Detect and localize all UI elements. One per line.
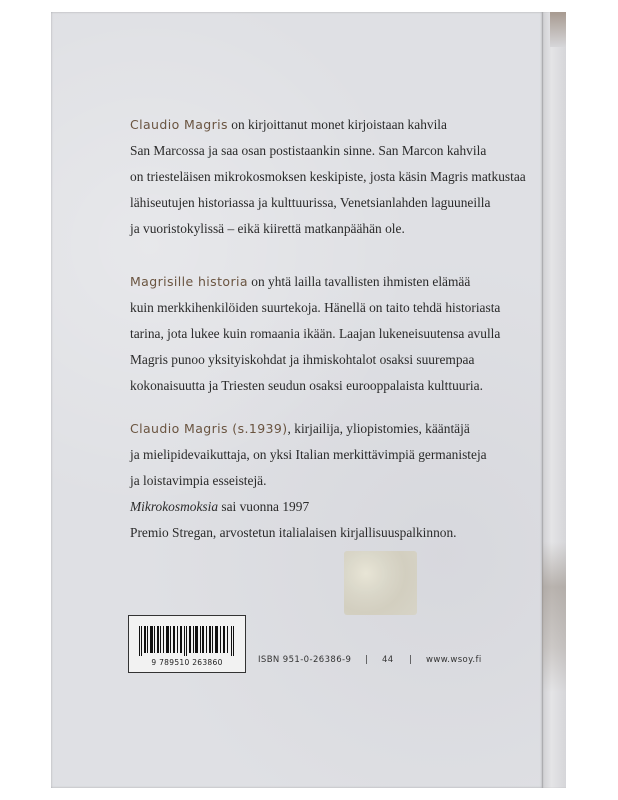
blurb-line <box>130 112 510 138</box>
author-name-lead: Claudio Magris <box>130 117 228 132</box>
history-lead: Magrisille historia <box>130 274 248 289</box>
blurb-line: on triesteläisen mikrokosmoksen keskipiste, josta käsin Magris matkustaa <box>130 169 526 184</box>
barcode-bars <box>139 626 235 656</box>
footer-separator: | <box>409 655 413 665</box>
bio-text: sai vuonna 1997 <box>218 499 310 514</box>
blurb-paragraph-2 <box>130 269 510 399</box>
isbn-text: ISBN 951-0-26386-9 <box>258 655 352 665</box>
blurb-paragraph-1 <box>130 112 526 242</box>
spine-wear <box>550 12 566 47</box>
book-back-cover <box>51 12 542 788</box>
barcode-number: 9 789510 263860 <box>151 658 223 667</box>
blurb-line: kuin merkkihenkilöiden suurtekoja. Hänellä on taito tehdä historiasta <box>130 300 501 315</box>
sticker-residue <box>344 551 417 615</box>
author-bio-lead: Claudio Magris (s.1939) <box>130 421 288 436</box>
blurb-line: San Marcossa ja saa osan postistaankin sinne. San Marcon kahvila <box>130 143 487 158</box>
author-bio-paragraph <box>130 416 510 546</box>
book-spine <box>542 12 566 788</box>
bio-line: ja loistavimpia esseistejä. <box>130 473 267 488</box>
bio-line: Premio Stregan, arvostetun italialaisen kirjallisuuspalkinnon. <box>130 525 457 540</box>
bio-line <box>130 416 510 442</box>
blurb-line: lähiseutujen historiassa ja kulttuurissa, Venetsianlahden laguuneilla <box>130 195 491 210</box>
blurb-line: tarina, jota lukee kuin romaania ikään. Laajan lukeneisuutensa avulla <box>130 326 501 341</box>
blurb-line <box>130 269 510 295</box>
bio-text: , kirjailija, yliopistomies, kääntäjä <box>287 421 470 436</box>
spine-wear <box>542 542 566 692</box>
bio-line <box>130 494 510 520</box>
publisher-url: www.wsoy.fi <box>426 655 482 665</box>
blurb-line: ja vuoristokylissä – eikä kiirettä matkanpäähän ole. <box>130 221 405 236</box>
blurb-line: Magris punoo yksityiskohdat ja ihmiskohtalot osaksi suurempaa <box>130 352 475 367</box>
blurb-line: kokonaisuutta ja Triesten seudun osaksi eurooppalaista kulttuuria. <box>130 378 483 393</box>
blurb-text: on yhtä lailla tavallisten ihmisten elämää <box>247 274 471 289</box>
barcode <box>128 615 246 673</box>
footer-code: 44 <box>382 655 394 665</box>
blurb-text: on kirjoittanut monet kirjoistaan kahvila <box>227 117 447 132</box>
footer-separator: | <box>365 655 369 665</box>
book-title: Mikrokosmoksia <box>130 499 219 514</box>
bio-line: ja mielipidevaikuttaja, on yksi Italian merkittävimpiä germanisteja <box>130 447 487 462</box>
